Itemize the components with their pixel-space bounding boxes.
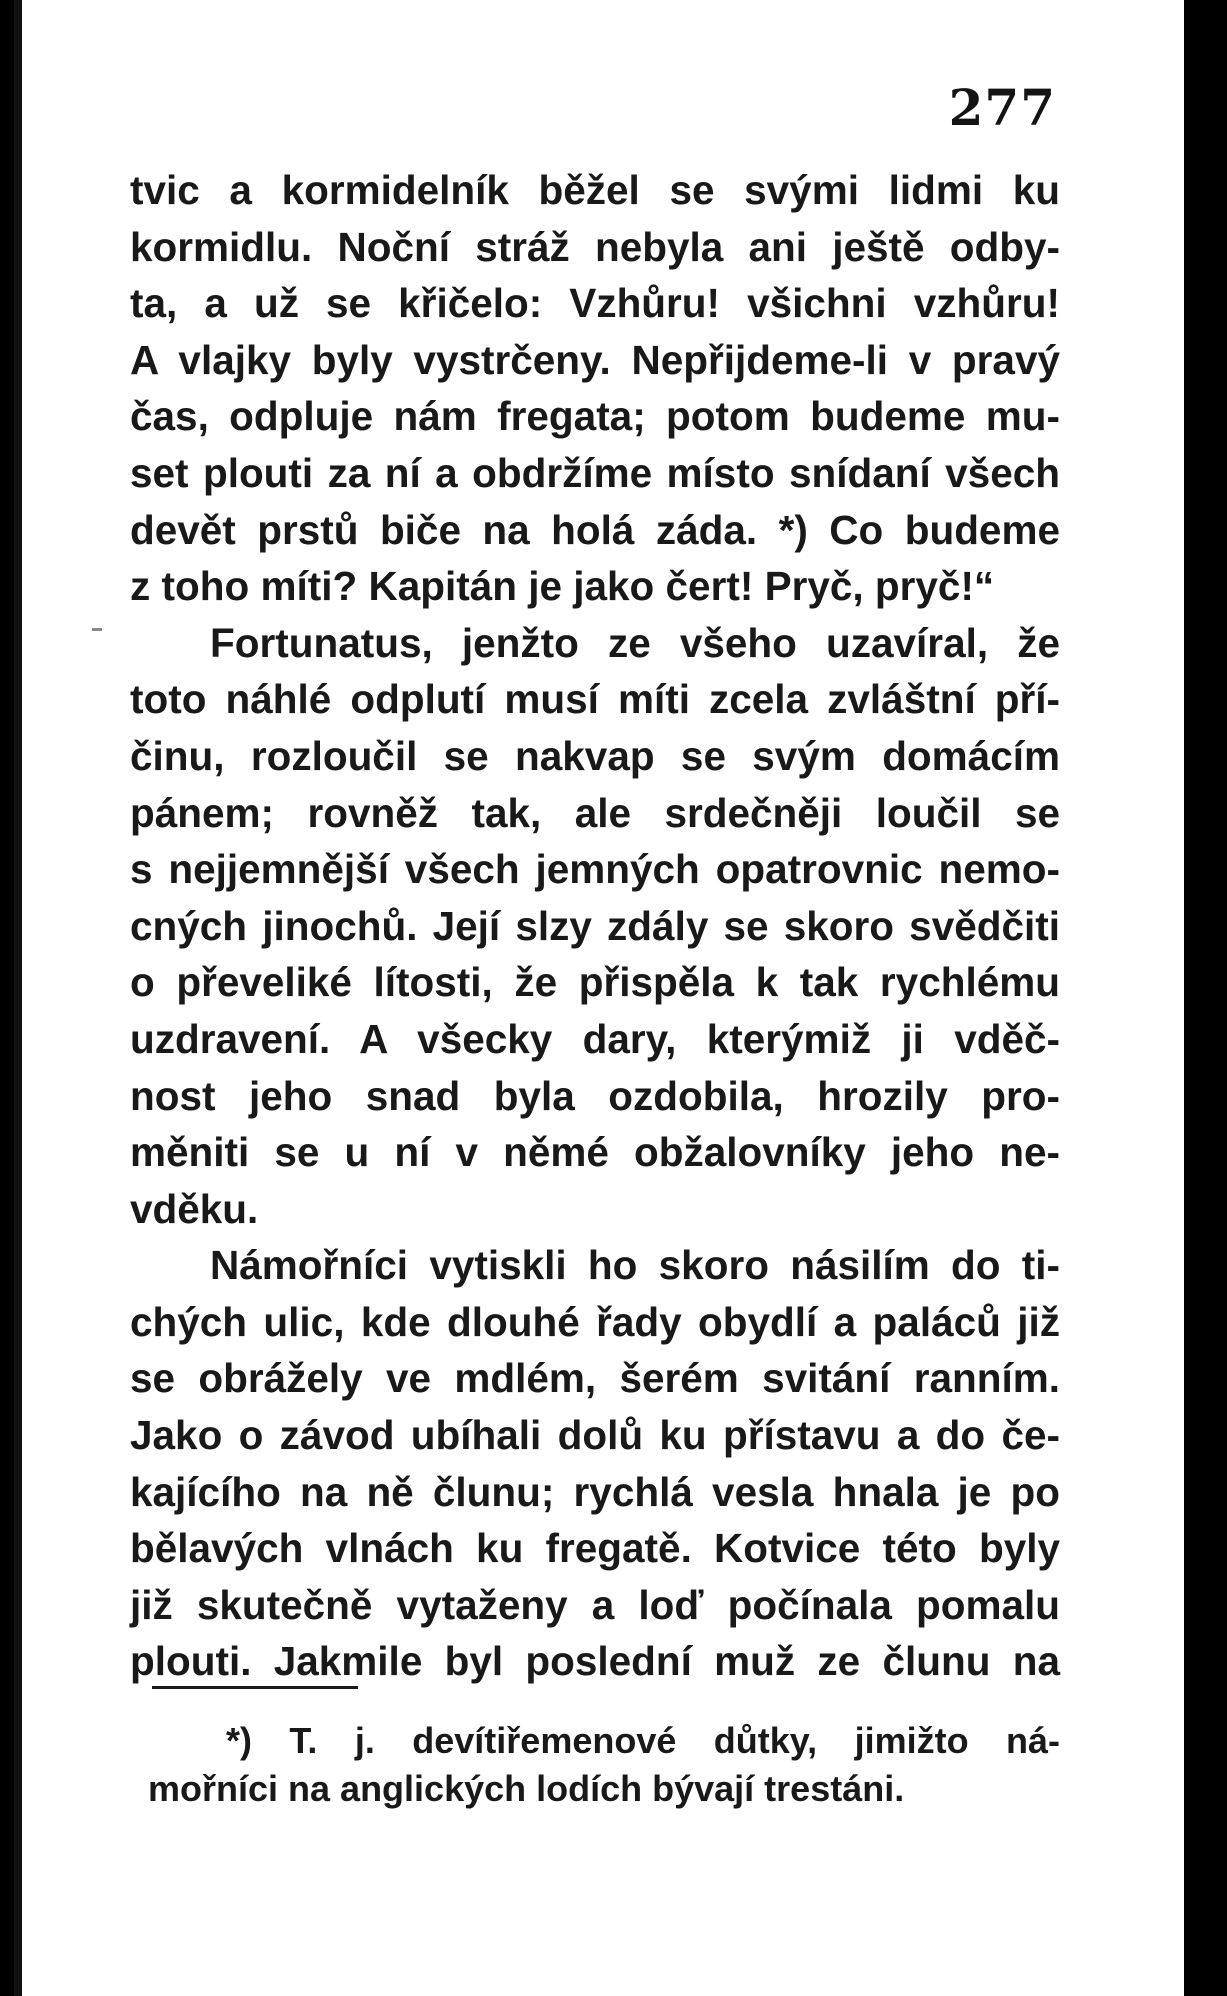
text-line: ta, a už se křičelo: Vzhůru! všichni vzhůru! bbox=[130, 280, 1060, 327]
text-line: nost jeho snad byla ozdobila, hrozily pro- bbox=[130, 1072, 1060, 1119]
text-line: Jako o závod ubíhali dolů ku přístavu a do če- bbox=[130, 1412, 1060, 1459]
page-number: 277 bbox=[948, 78, 1056, 137]
text-line: uzdravení. A všecky dary, kterýmiž ji vděč- bbox=[130, 1015, 1060, 1062]
text-line: z toho míti? Kapitán je jako čert! Pryč, pryč!“ bbox=[130, 563, 995, 610]
text-line: tvic a kormidelník běžel se svými lidmi ku bbox=[130, 167, 1060, 213]
text-line: o převeliké lítosti, že přispěla k tak rychlému bbox=[130, 959, 1060, 1006]
body-text bbox=[130, 162, 1060, 1690]
text-line: toto náhlé odplutí musí míti zcela zvláštní pří- bbox=[130, 676, 1060, 723]
book-page bbox=[14, 0, 1184, 1996]
text-line: chých ulic, kde dlouhé řady obydlí a paláců již bbox=[130, 1298, 1060, 1345]
text-line: cných jinochů. Její slzy zdály se skoro svědčiti bbox=[130, 902, 1060, 949]
print-speck bbox=[92, 628, 102, 631]
text-line: Námořníci vytiskli ho skoro násilím do ti- bbox=[210, 1242, 1060, 1289]
text-line: devět prstů biče na holá záda. *) Co budeme bbox=[130, 506, 1060, 553]
text-line: plouti. Jakmile byl poslední muž ze člunu na bbox=[130, 1638, 1060, 1685]
footnote-line: *) T. j. devítiřemenové důtky, jimižto ná- bbox=[226, 1720, 1060, 1761]
text-line: s nejjemnější všech jemných opatrovnic nemo- bbox=[130, 846, 1060, 893]
text-line: A vlajky byly vystrčeny. Nepřijdeme-li v pravý bbox=[130, 336, 1060, 383]
text-line: již skutečně vytaženy a loď počínala pomalu bbox=[130, 1581, 1060, 1628]
footnote-line: mořníci na anglických lodích bývají trestáni. bbox=[148, 1768, 905, 1809]
text-line: vděku. bbox=[130, 1185, 259, 1232]
text-line: činu, rozloučil se nakvap se svým domácím bbox=[130, 732, 1060, 779]
text-line: se obrážely ve mdlém, šerém svitání ranním. bbox=[130, 1355, 1060, 1402]
footnote-divider bbox=[152, 1686, 358, 1689]
text-line: bělavých vlnách ku fregatě. Kotvice této byly bbox=[130, 1525, 1060, 1572]
text-line: kormidlu. Noční stráž nebyla ani ještě odby- bbox=[130, 223, 1060, 270]
text-line: set plouti za ní a obdržíme místo snídaní všech bbox=[130, 449, 1060, 496]
text-line: čas, odpluje nám fregata; potom budeme mu- bbox=[130, 393, 1060, 440]
text-line: pánem; rovněž tak, ale srdečněji loučil se bbox=[130, 789, 1060, 836]
footnote bbox=[148, 1717, 1060, 1813]
text-line: měniti se u ní v němé obžalovníky jeho ne- bbox=[130, 1129, 1060, 1176]
text-line: kajícího na ně člunu; rychlá vesla hnala je po bbox=[130, 1468, 1060, 1515]
text-line: Fortunatus, jenžto ze všeho uzavíral, že bbox=[210, 619, 1060, 666]
scan-edge bbox=[1184, 0, 1227, 1996]
